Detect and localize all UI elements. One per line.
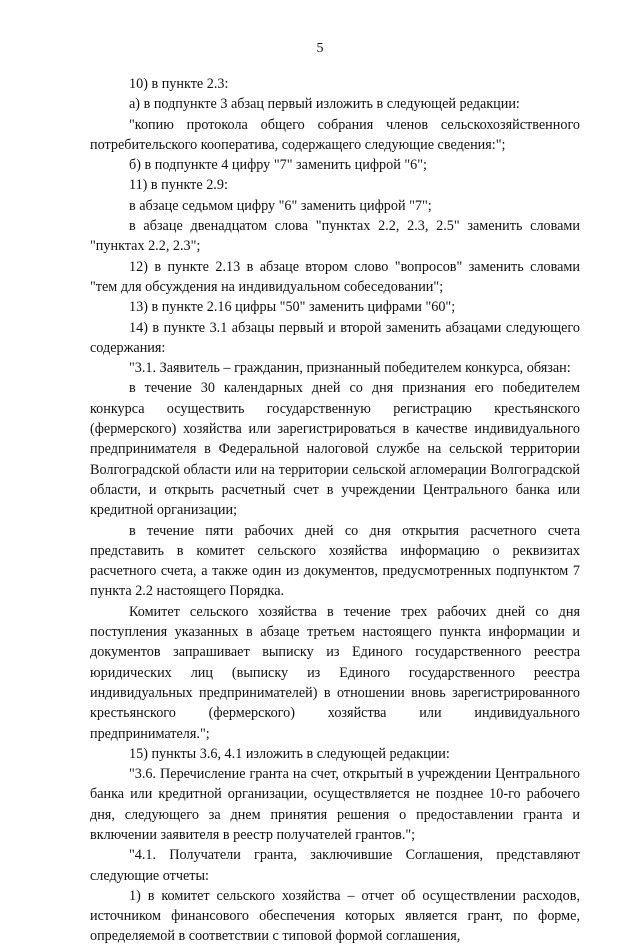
paragraph-quote-3-6: "3.6. Перечисление гранта на счет, открытый в учреждении Центрального банка или кредитной организации, осуществляется не позднее 10-го рабочего дня, следующего за днем принятия решения о предоставлении гранта и включении заявителя в реестр получателей грантов."; [90,766,580,843]
paragraph-quote-protocol: "копию протокола общего собрания членов сельскохозяйственного потребительского кооператива, содержащего следующие сведения:"; [90,116,580,153]
paragraph-item-11: 11) в пункте 2.9: [129,177,228,194]
paragraph-5-days: в течение пяти рабочих дней со дня открытия расчетного счета представить в комитет сельского хозяйства информацию о реквизитах расчетного счета, а также один из документов, предусмотренных подпунктом 7 пункта 2.2 настоящего Порядка. [90,522,580,600]
paragraph-subitem-a: а) в подпункте 3 абзац первый изложить в следующей редакции: [129,96,520,113]
page-number: 5 [316,41,324,56]
paragraph-seventh-abzac: в абзаце седьмом цифру "6" заменить цифрой "7"; [129,197,432,214]
paragraph-quote-3-1: "3.1. Заявитель – гражданин, признанный победителем конкурса, обязан: [129,360,571,377]
paragraph-item-12: 12) в пункте 2.13 в абзаце втором слово "вопросов" заменить словами "тем для обсуждения на индивидуальном собеседовании"; [90,258,580,295]
paragraph-item-15: 15) пункты 3.6, 4.1 изложить в следующей редакции: [129,745,450,762]
paragraph-30-days: в течение 30 календарных дней со дня признания его победителем конкурса осуществить государственную регистрацию крестьянского (фермерского) хозяйства или зарегистрироваться в качестве индивидуального предпринимателя в Федеральной налоговой службе на сельской территории Волгоградской области или на территории сельской агломерации Волгоградской области, и открыть расчетный счет в учреждении Центрального банка или кредитной организации; [90,380,580,519]
paragraph-committee: Комитет сельского хозяйства в течение трех рабочих дней со дня поступления указанных в абзаце третьем настоящего пункта информации и документов запрашивает выписку из Единого государственного реестра юридических лиц (выписку из Единого государственного реестра индивидуальных предпринимателей) в отношении вновь зарегистрированного крестьянского (фермерского) хозяйства или индивидуального предпринимателя."; [90,603,580,742]
paragraph-item-14: 14) в пункте 3.1 абзацы первый и второй заменить абзацами следующего содержания: [90,319,580,356]
paragraph-item-10: 10) в пункте 2.3: [129,76,229,92]
paragraph-reports-item-1: 1) в комитет сельского хозяйства – отчет об осуществлении расходов, источником финансового обеспечения которых является грант, по форме, определяемой в соответствии с типовой формой соглашения, [90,887,580,945]
paragraph-subitem-b: б) в подпункте 4 цифру "7" заменить цифрой "6"; [129,157,427,174]
paragraph-twelfth-abzac: в абзаце двенадцатом слова "пунктах 2.2, 2.3, 2.5" заменить словами "пунктах 2.2, 2.3"; [90,218,580,255]
paragraph-item-13: 13) в пункте 2.16 цифры "50" заменить цифрами "60"; [129,299,456,316]
paragraph-quote-4-1: "4.1. Получатели гранта, заключившие Соглашения, представляют следующие отчеты: [90,847,580,884]
document-body [90,74,580,947]
